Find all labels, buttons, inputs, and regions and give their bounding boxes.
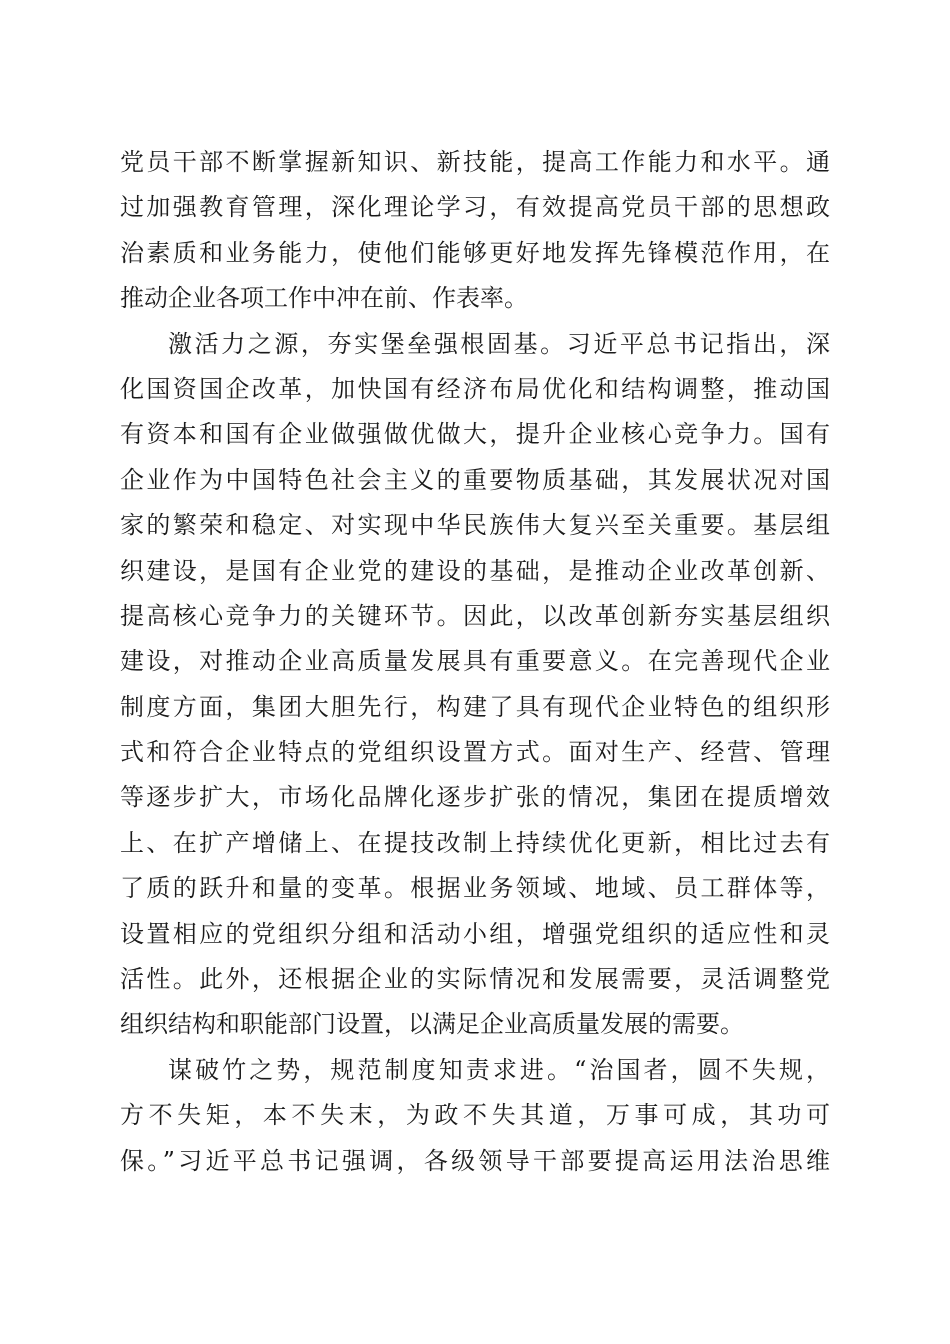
text-line-22: 方不失矩，本不失末，为政不失其道，万事可成，其功可	[120, 1101, 830, 1130]
text-line-21: 谋破竹之势，规范制度知责求进。“治国者，圆不失规，	[168, 1055, 830, 1084]
text-line-17: 了质的跃升和量的变革。根据业务领域、地域、员工群体等，	[120, 874, 830, 903]
text-line-3: 治素质和业务能力，使他们能够更好地发挥先锋模范作用，在	[120, 238, 830, 267]
body-text	[120, 140, 830, 1184]
text-line-20: 组织结构和职能部门设置，以满足企业高质量发展的需要。	[120, 1010, 744, 1039]
text-line-9: 家的繁荣和稳定、对实现中华民族伟大复兴至关重要。基层组	[120, 511, 830, 540]
text-line-2: 过加强教育管理，深化理论学习，有效提高党员干部的思想政	[120, 193, 830, 222]
text-line-14: 式和符合企业特点的党组织设置方式。面对生产、经营、管理	[120, 738, 830, 767]
text-line-11: 提高核心竞争力的关键环节。因此，以改革创新夯实基层组织	[120, 601, 830, 630]
text-line-7: 有资本和国有企业做强做优做大，提升企业核心竞争力。国有	[120, 420, 830, 449]
text-line-19: 活性。此外，还根据企业的实际情况和发展需要，灵活调整党	[120, 965, 830, 994]
text-line-1: 党员干部不断掌握新知识、新技能，提高工作能力和水平。通	[120, 148, 830, 176]
text-line-15: 等逐步扩大，市场化品牌化逐步扩张的情况，集团在提质增效	[120, 783, 830, 812]
text-line-16: 上、在扩产增储上、在提技改制上持续优化更新，相比过去有	[120, 828, 830, 857]
text-line-23: 保。”习近平总书记强调，各级领导干部要提高运用法治思维	[120, 1146, 830, 1175]
text-line-4: 推动企业各项工作中冲在前、作表率。	[120, 284, 528, 313]
text-line-5: 激活力之源，夯实堡垒强根固基。习近平总书记指出，深	[168, 329, 830, 358]
text-line-6: 化国资国企改革，加快国有经济布局优化和结构调整，推动国	[120, 374, 830, 403]
text-line-10: 织建设，是国有企业党的建设的基础，是推动企业改革创新、	[120, 556, 830, 585]
text-line-8: 企业作为中国特色社会主义的重要物质基础，其发展状况对国	[120, 465, 830, 494]
text-line-13: 制度方面，集团大胆先行，构建了具有现代企业特色的组织形	[120, 692, 830, 721]
text-line-12: 建设，对推动企业高质量发展具有重要意义。在完善现代企业	[120, 647, 830, 676]
text-line-18: 设置相应的党组织分组和活动小组，增强党组织的适应性和灵	[120, 919, 830, 948]
